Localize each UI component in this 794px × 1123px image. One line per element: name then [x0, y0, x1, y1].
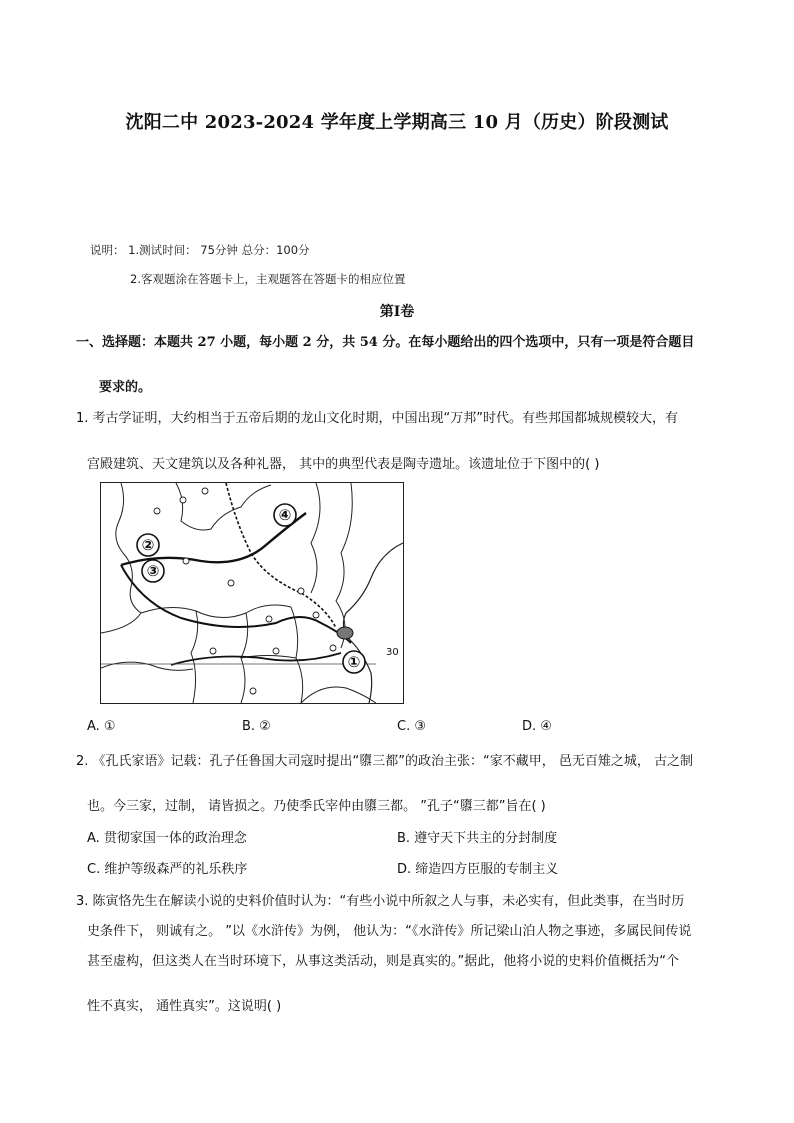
- q2-stem-line2: 也。今三家，过制， 请皆损之。乃使季氏宰仲由隳三都。 ”孔子“隳三都”旨在( ): [87, 799, 546, 814]
- map-label-3: ③: [146, 562, 160, 580]
- q2-stem-line1: 2. 《孔氏家语》记载：孔子任鲁国大司寇时提出“隳三都”的政治主张：“家不藏甲， 邑无百雉之城， 古之制: [76, 754, 694, 769]
- q3-stem-line4: 性不真实， 通性真实”。这说明( ): [87, 999, 282, 1014]
- q1-option-b[interactable]: B. ②: [242, 719, 271, 734]
- map-label-2: ②: [141, 536, 155, 554]
- q1-map: [100, 482, 404, 704]
- q1-option-a[interactable]: A. ①: [87, 719, 116, 734]
- q3-stem-line3: 甚至虚构，但这类人在当时环境下，从事这类活动，则是真实的。”据此，他将小说的史料价值概括为“个: [87, 954, 679, 969]
- map-drawing: [101, 483, 403, 703]
- q2-option-b[interactable]: B. 遵守天下共主的分封制度: [397, 831, 558, 846]
- map-latitude-label: 30: [386, 647, 399, 658]
- q3-stem-line2: 史条件下， 则诚有之。 ”以《水浒传》为例， 他认为：“《水浒传》所记梁山泊人物之事迹，多属民间传说: [87, 924, 692, 939]
- exam-note-1: 说明： 1.测试时间： 75分钟 总分：100分: [90, 243, 310, 257]
- map-label-4: ④: [278, 506, 292, 524]
- q2-option-a[interactable]: A. 贯彻家国一体的政治理念: [87, 831, 247, 846]
- page-title: 沈阳二中 2023-2024 学年度上学期高三 10 月（历史）阶段测试: [125, 112, 669, 133]
- exam-note-2: 2.客观题涂在答题卡上，主观题答在答题卡的相应位置: [130, 272, 406, 286]
- section-heading-cont: 要求的。: [99, 380, 152, 395]
- q3-stem-line1: 3. 陈寅恪先生在解读小说的史料价值时认为：“有些小说中所叙之人与事，未必实有，但此类事，在当时历: [76, 894, 685, 909]
- q1-stem-line1: 1. 考古学证明，大约相当于五帝后期的龙山文化时期，中国出现“万邦”时代。有些邦国都城规模较大，有: [76, 411, 679, 426]
- q2-option-d[interactable]: D. 缔造四方臣服的专制主义: [397, 862, 559, 877]
- q1-option-d[interactable]: D. ④: [522, 719, 552, 734]
- q2-option-c[interactable]: C. 维护等级森严的礼乐秩序: [87, 862, 248, 877]
- q1-stem-line2: 宫殿建筑、天文建筑以及各种礼器， 其中的典型代表是陶寺遗址。该遗址位于下图中的( ): [87, 457, 600, 472]
- volume-heading: 第Ⅰ卷: [379, 304, 415, 320]
- q1-option-c[interactable]: C. ③: [397, 719, 426, 734]
- section-heading: 一、选择题：本题共 27 小题，每小题 2 分，共 54 分。在每小题给出的四个选项中，只有一项是符合题目: [76, 335, 695, 350]
- map-label-1: ①: [347, 653, 361, 671]
